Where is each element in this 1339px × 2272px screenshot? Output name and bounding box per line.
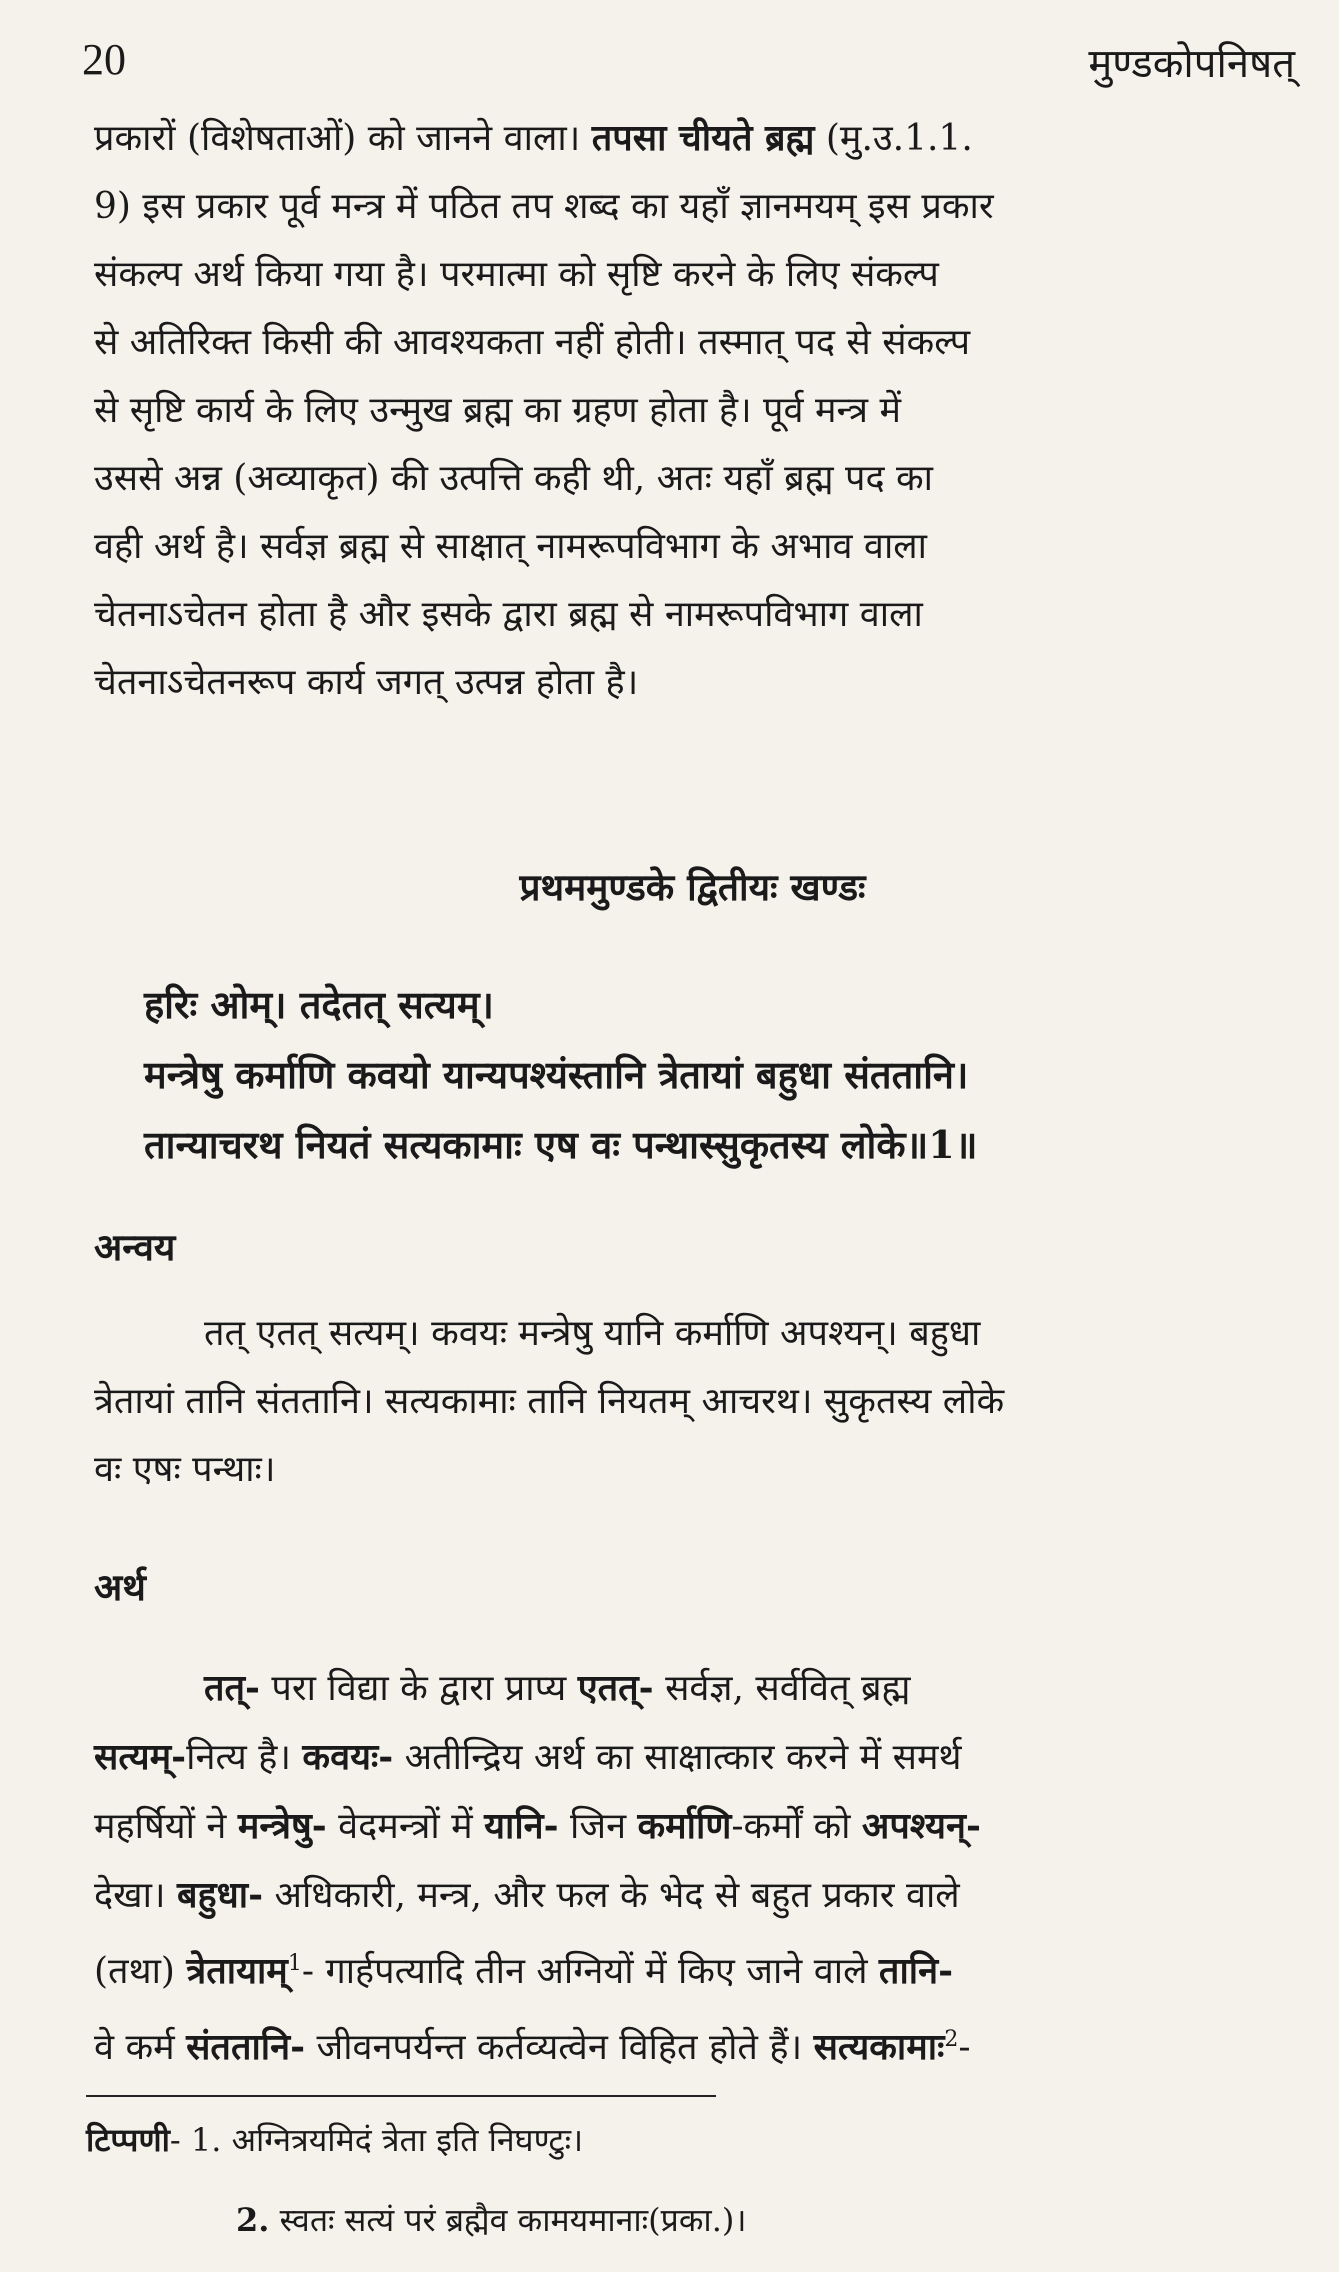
glossed-term: एतत्- [577, 1667, 654, 1709]
gloss-text: वेदमन्त्रों में [326, 1806, 485, 1847]
anvaya-paragraph [94, 1300, 1291, 1504]
artha-line-4 [94, 1861, 1291, 1930]
intro-line-2: 9) इस प्रकार पूर्व मन्त्र में पठित तप शब्द का यहाँ ज्ञानमयम् इस प्रकार [94, 186, 994, 227]
gloss-text: जिन [558, 1806, 638, 1847]
gloss-text: वे कर्म [94, 2027, 187, 2068]
artha-line-1 [94, 1654, 1291, 1723]
intro-line-7: वही अर्थ है। सर्वज्ञ ब्रह्म से साक्षात् नामरूपविभाग के अभाव वाला [94, 526, 927, 567]
footnote-1-text: - 1. अग्नित्रयमिदं त्रेता इति निघण्टुः। [169, 2121, 584, 2159]
gloss-text: -कर्मों को [731, 1806, 862, 1847]
gloss-text: (तथा) [94, 1951, 187, 1992]
glossed-term: तानि- [878, 1950, 954, 1992]
anvaya-label: अन्वय [94, 1225, 176, 1269]
gloss-text: अधिकारी, मन्त्र, और फल के भेद से बहुत प्रकार वाले [263, 1875, 960, 1916]
footnote-marker: 1 [287, 1951, 302, 1976]
gloss-text: - गार्हपत्यादि तीन अग्नियों में किए जाने वाले [301, 1951, 879, 1992]
gloss-text: महर्षियों ने [94, 1806, 238, 1847]
artha-line-3 [94, 1792, 1291, 1861]
intro-paragraph [94, 104, 1291, 717]
glossed-term: अपश्यन्- [861, 1805, 981, 1847]
page-number: 20 [82, 35, 126, 84]
section-heading: प्रथममुण्डके द्वितीयः खण्डः [519, 865, 866, 909]
page-header [82, 34, 1295, 94]
intro-line-text: प्रकारों (विशेषताओं) को जानने वाला। तपसा चीयते ब्रह्म (मु.उ.1.1. [94, 117, 973, 159]
intro-line-5: से सृष्टि कार्य के लिए उन्मुख ब्रह्म का ग्रहण होता है। पूर्व मन्त्र में [94, 390, 902, 431]
gloss-text: जीवनपर्यन्त कर्तव्यत्वेन विहित होते हैं। [305, 2027, 814, 2068]
mantra-line-2: मन्त्रेषु कर्माणि कवयो यान्यपश्यंस्तानि त्रेतायां बहुधा संततानि। [144, 1052, 969, 1097]
footnote-2 [236, 2198, 746, 2241]
intro-line-1 [94, 104, 1291, 173]
intro-line-6: उससे अन्न (अव्याकृत) की उत्पत्ति कही थी, अतः यहाँ ब्रह्म पद का [94, 458, 933, 499]
anvaya-line-2: त्रेतायां तानि संततानि। सत्यकामाः तानि नियतम् आचरथ। सुकृतस्य लोके [94, 1381, 1005, 1422]
artha-label: अर्थ [94, 1565, 146, 1609]
artha-paragraph [94, 1654, 1291, 2082]
gloss-text: - [958, 2027, 971, 2068]
mantra-line-3: तान्याचरथ नियतं सत्यकामाः एष वः पन्थास्सुकृतस्य लोके॥1॥ [144, 1122, 978, 1167]
glossed-term: त्रेतायाम् [186, 1950, 288, 1992]
glossed-term: यानि- [484, 1805, 559, 1847]
artha-line-6 [94, 2006, 1291, 2082]
intro-line-3: संकल्प अर्थ किया गया है। परमात्मा को सृष्टि करने के लिए संकल्प [94, 254, 939, 295]
glossed-term: कवयः- [302, 1736, 394, 1778]
footnote-marker: 2 [944, 2027, 959, 2052]
gloss-text: अतीन्द्रिय अर्थ का साक्षात्कार करने में समर्थ [393, 1737, 962, 1778]
intro-line-9: चेतनाऽचेतनरूप कार्य जगत् उत्पन्न होता है। [94, 662, 639, 703]
gloss-text: परा विद्या के द्वारा प्राप्य [259, 1668, 578, 1709]
anvaya-line-3: वः एषः पन्थाः। [94, 1449, 276, 1490]
artha-line-2 [94, 1723, 1291, 1792]
mantra-block [144, 970, 977, 1180]
footnote-label: टिप्पणी [86, 2121, 170, 2159]
artha-line-5 [94, 1930, 1291, 2006]
running-title: मुण्डकोपनिषत् [1088, 41, 1295, 87]
glossed-term: मन्त्रेषु- [237, 1805, 327, 1847]
gloss-text: देखा। [94, 1875, 177, 1916]
footnote-divider [86, 2095, 716, 2097]
glossed-term: सत्यकामाः [813, 2026, 945, 2068]
anvaya-line-1: तत् एतत् सत्यम्। कवयः मन्त्रेषु यानि कर्माणि अपश्यन्। बहुधा [204, 1313, 981, 1354]
footnote-1 [86, 2118, 583, 2161]
glossed-term: तत्- [204, 1667, 260, 1709]
intro-line-4: से अतिरिक्त किसी की आवश्यकता नहीं होती। तस्मात् पद से संकल्प [94, 322, 971, 363]
gloss-text: सर्वज्ञ, सर्ववित् ब्रह्म [653, 1668, 911, 1709]
glossed-term: कर्माणि [637, 1805, 732, 1847]
footnote-2-text: स्वतः सत्यं परं ब्रह्मैव कामयमानाः(प्रका.)। [269, 2201, 747, 2239]
glossed-term: सत्यम्- [94, 1736, 187, 1778]
glossed-term: संततानि- [186, 2026, 306, 2068]
intro-line-8: चेतनाऽचेतन होता है और इसके द्वारा ब्रह्म से नामरूपविभाग वाला [94, 594, 923, 635]
footnote-2-number: 2. [236, 2201, 270, 2239]
mantra-line-1: हरिः ओम्। तदेतत् सत्यम्। [144, 982, 494, 1027]
gloss-text: नित्य है। [186, 1737, 303, 1778]
bold-reference: तपसा चीयते ब्रह्म [591, 117, 815, 159]
glossed-term: बहुधा- [176, 1874, 264, 1916]
